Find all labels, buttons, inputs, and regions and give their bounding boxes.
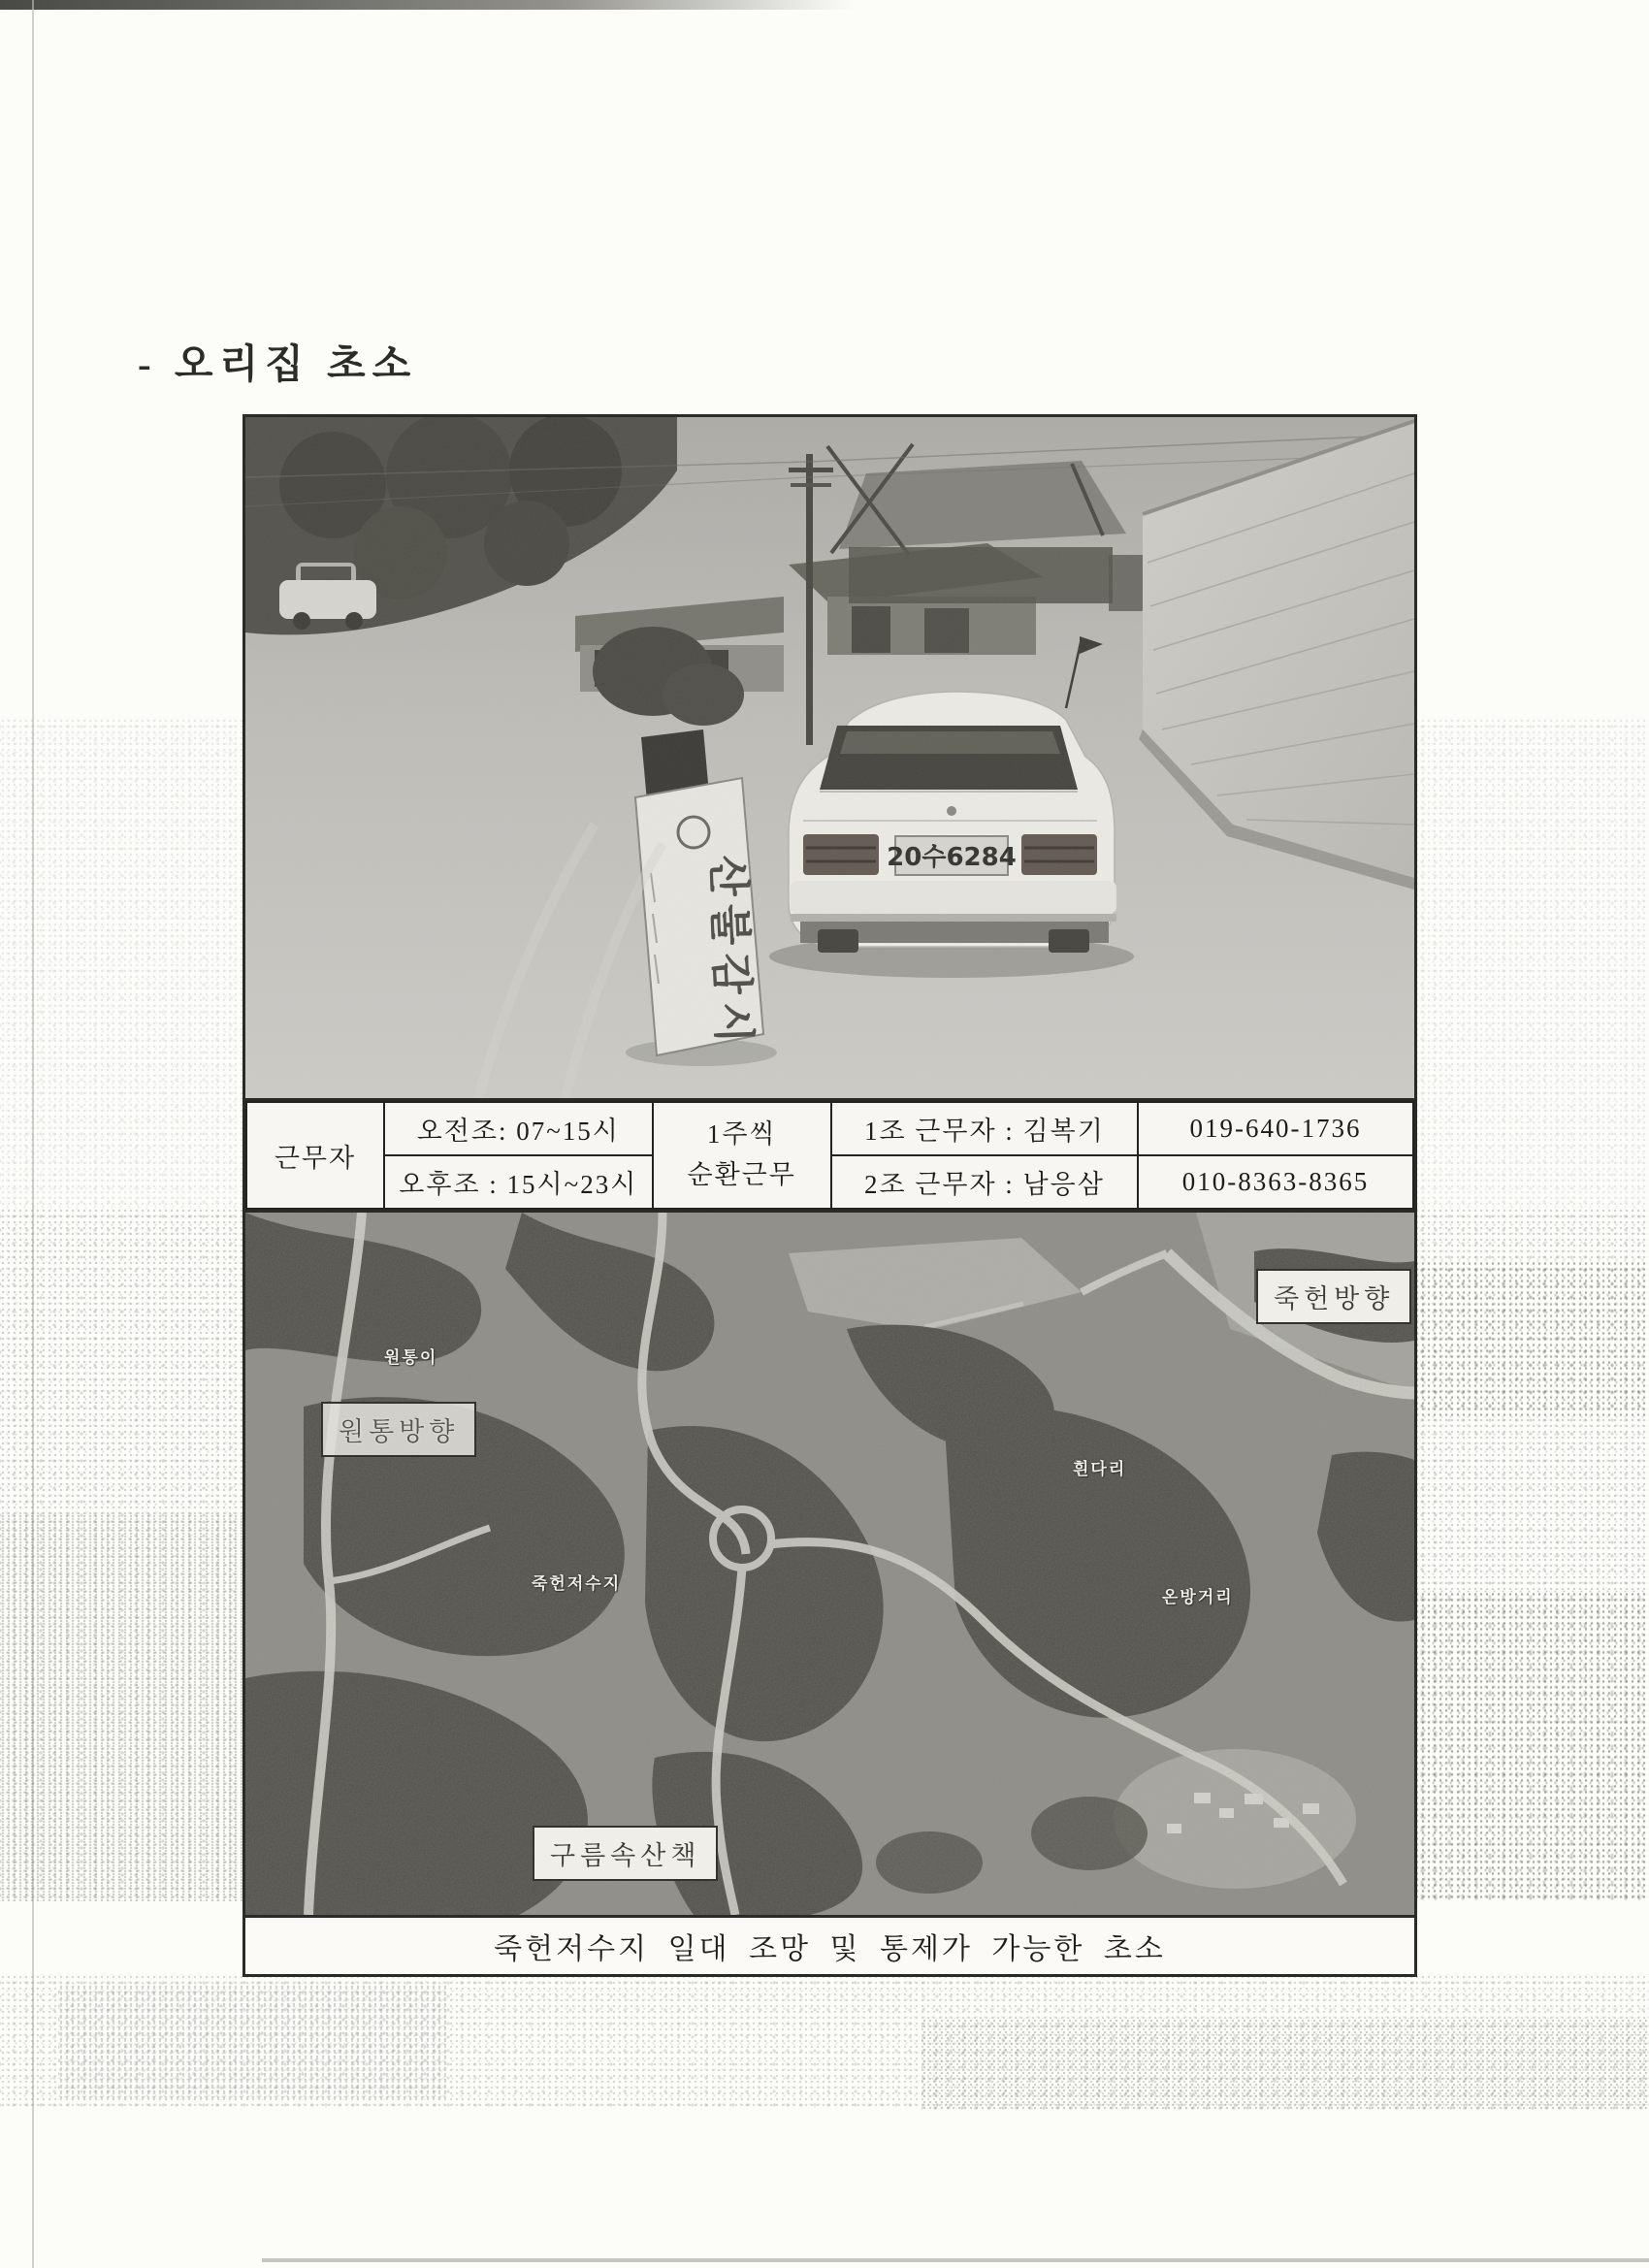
team1-phone-cell: 019-640-1736 [1138, 1102, 1413, 1155]
duty-table-section [245, 1098, 1414, 1210]
rotation-line2: 순환근무 [687, 1160, 796, 1189]
scan-noise-bottom [0, 1974, 1649, 2110]
map-label-white-bridge: 흰다리 [1073, 1460, 1127, 1478]
team2-worker-cell: 2조 근무자 : 남응삼 [831, 1155, 1138, 1209]
table-row [246, 1102, 1413, 1155]
map-label-cloud-walk: 구름속산책 [533, 1826, 718, 1881]
caption-text: 죽헌저수지 일대 조망 및 통제가 가능한 초소 [494, 1933, 1166, 1965]
scan-noise-right-map [1408, 1208, 1649, 1901]
map-label-jukheon-direction: 죽헌방향 [1256, 1269, 1411, 1324]
photo-illustration [245, 417, 1414, 1098]
scan-edge-top [0, 0, 854, 10]
scan-noise-left-map-dense [0, 1513, 242, 1901]
scan-noise-left-upper [0, 718, 242, 1208]
worker-label-cell: 근무자 [246, 1102, 384, 1209]
scan-noise-left-map [0, 1208, 242, 1901]
map-illustration [245, 1213, 1414, 1915]
content-block [242, 414, 1417, 1977]
team1-worker-cell: 1조 근무자 : 김복기 [831, 1102, 1138, 1155]
map-label-wontong-village: 원통이 [384, 1348, 438, 1367]
rotation-cell [653, 1102, 831, 1209]
map-label-wontong-direction: 원통방향 [321, 1402, 476, 1457]
map-label-onbang-street: 온방거리 [1162, 1588, 1234, 1606]
team2-phone-cell: 010-8363-8365 [1138, 1155, 1413, 1209]
duty-table [245, 1101, 1414, 1210]
scan-noise-right-patch2 [1408, 1591, 1649, 1901]
afternoon-shift-cell: 오후조 : 15시~23시 [384, 1155, 653, 1209]
scan-noise-bottom-left [58, 1984, 446, 2100]
scan-noise-right-patch1 [1408, 1261, 1649, 1416]
satellite-map [245, 1210, 1414, 1915]
scan-noise-bottom-right [922, 2018, 1649, 2110]
scan-noise-right-upper [1408, 718, 1649, 1208]
caption-band [245, 1915, 1414, 1974]
page-title: - 오리집 초소 [138, 341, 418, 386]
scan-edge-bottom [262, 2258, 1649, 2262]
guard-post-photo [245, 417, 1414, 1098]
morning-shift-cell: 오전조: 07~15시 [384, 1102, 653, 1155]
map-label-jukheon-reservoir: 죽헌저수지 [532, 1574, 622, 1593]
rotation-line1: 1주씩 [706, 1119, 777, 1150]
scan-fold-line [32, 0, 34, 2268]
